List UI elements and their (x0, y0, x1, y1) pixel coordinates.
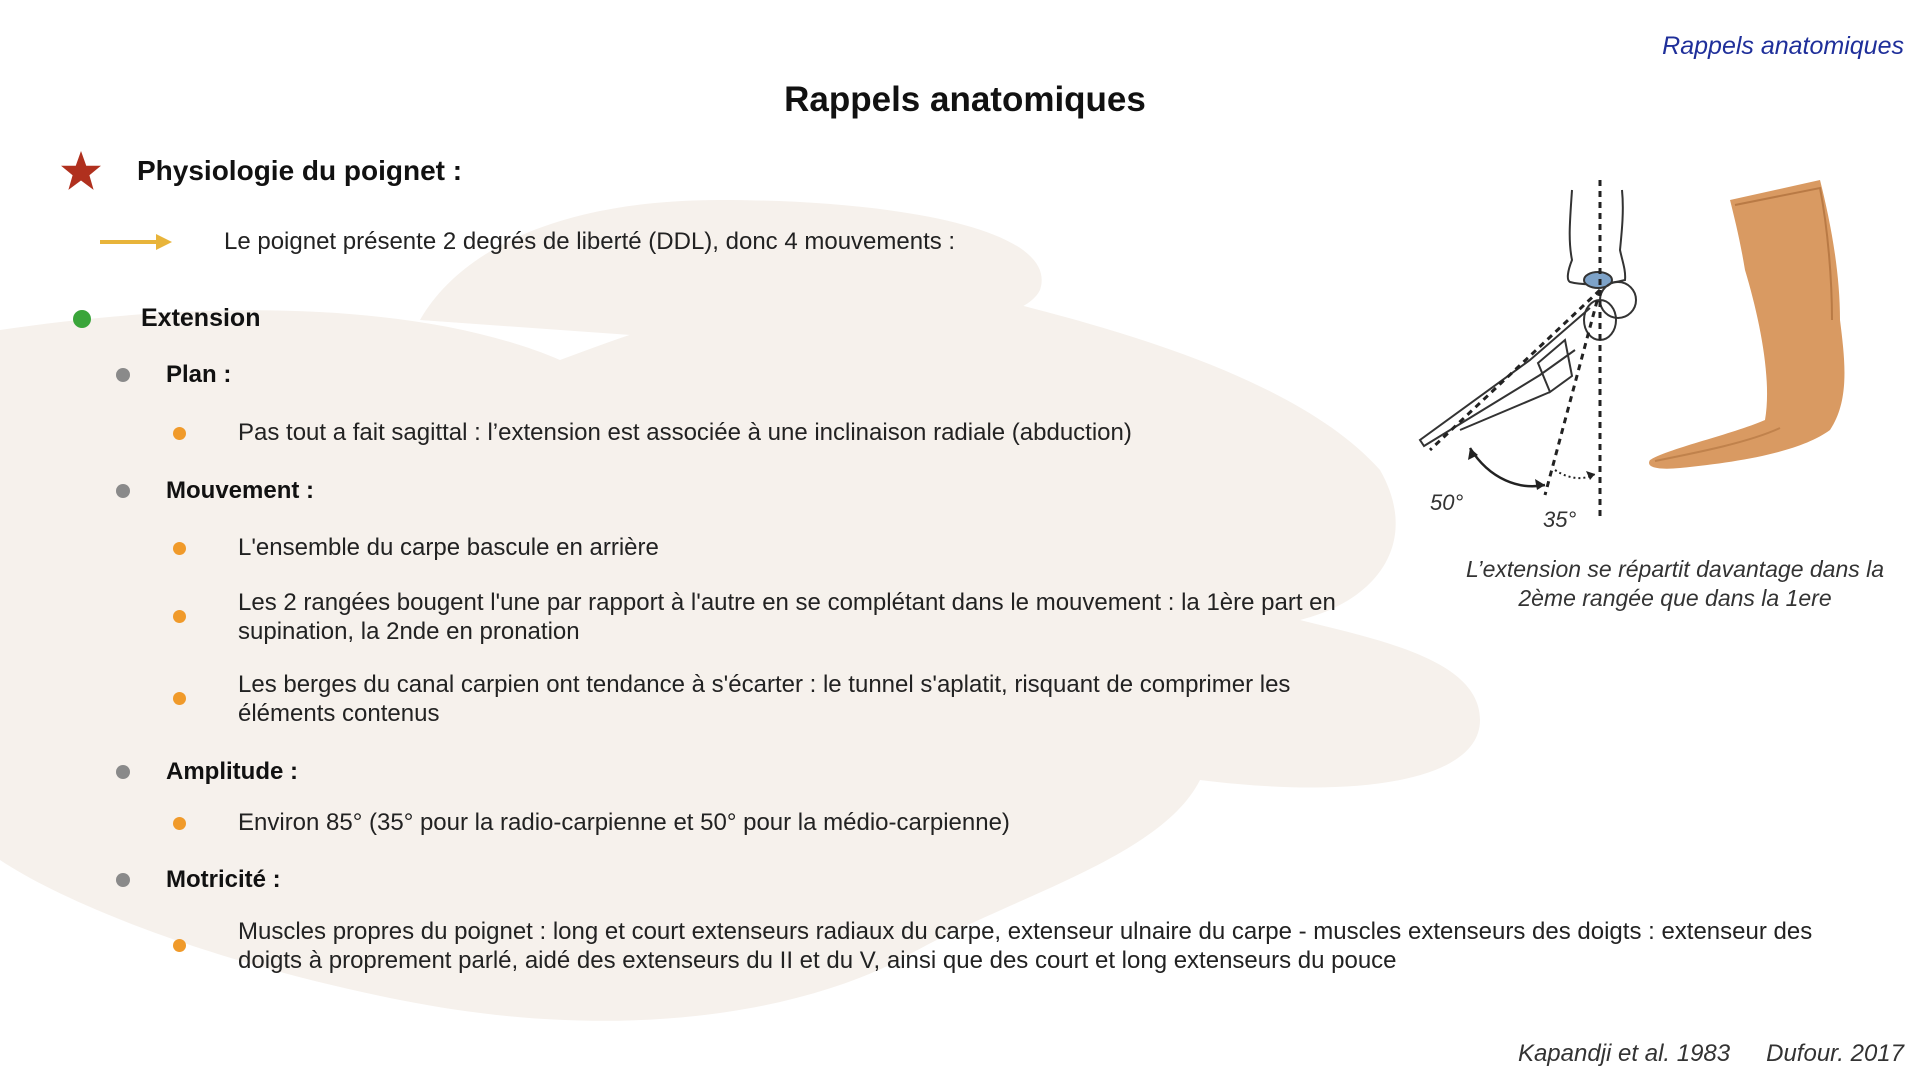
wrist-extension-figure (1400, 180, 1880, 540)
mouvement-item-text: Les berges du canal carpien ont tendance à s'écarter : le tunnel s'aplatit, risquant de comprimer les éléments contenus (238, 671, 1291, 727)
mouvement-item-text: L'ensemble du carpe bascule en arrière (238, 534, 659, 561)
mouvement-heading (116, 477, 314, 505)
amplitude-item-text: Environ 85° (35° pour la radio-carpienne et 50° pour la médio-carpienne) (238, 809, 1010, 836)
header-section-tag: Rappels anatomiques (1662, 32, 1904, 60)
list-item (173, 917, 1873, 975)
motricite-label: Motricité : (166, 866, 281, 893)
page-title: Rappels anatomiques (784, 80, 1146, 119)
orange-bullet-icon (173, 939, 186, 952)
motricite-heading (116, 866, 281, 894)
grey-bullet-icon (116, 368, 130, 382)
wrist-bone-diagram (1420, 190, 1636, 446)
amplitude-label: Amplitude : (166, 758, 298, 785)
list-item (173, 808, 1373, 837)
grey-bullet-icon (116, 873, 130, 887)
star-icon (60, 150, 102, 192)
intro-line (100, 228, 955, 256)
arrow-right-icon (100, 230, 172, 254)
plan-item-text: Pas tout a fait sagittal : l’extension est associée à une inclinaison radiale (abduction) (238, 419, 1132, 446)
motricite-item-text: Muscles propres du poignet : long et court extenseurs radiaux du carpe, extenseur ulnaire du carpe - muscles extenseurs des doigts : extenseur des doigts à proprement parlé, aidé des extenseurs du II et du V, ainsi que des court et long extenseurs du pouce (238, 918, 1813, 974)
orange-bullet-icon (173, 542, 186, 555)
mouvement-item-text: Les 2 rangées bougent l'une par rapport à l'autre en se complétant dans le mouvement : la 1ère part en supination, la 2nde en pronation (238, 589, 1336, 645)
grey-bullet-icon (116, 484, 130, 498)
references (1518, 1040, 1904, 1068)
orange-bullet-icon (173, 817, 186, 830)
intro-text: Le poignet présente 2 degrés de liberté (DDL), donc 4 mouvements : (224, 228, 956, 255)
movement-heading (73, 304, 260, 333)
grey-bullet-icon (116, 765, 130, 779)
mouvement-label: Mouvement : (166, 477, 315, 504)
angle-label-35: 35° (1543, 507, 1577, 532)
figure-caption: L’extension se répartit davantage dans la 2ème rangée que dans la 1ere (1465, 556, 1885, 611)
list-item (173, 670, 1373, 728)
list-item (173, 533, 1373, 562)
reference-dufour: Dufour. 2017 (1766, 1040, 1904, 1067)
green-bullet-icon (73, 310, 91, 328)
angle-label-50: 50° (1430, 490, 1464, 515)
reference-kapandji: Kapandji et al. 1983 (1517, 1040, 1731, 1067)
orange-bullet-icon (173, 427, 186, 440)
list-item (173, 418, 1373, 447)
movement-label: Extension (141, 304, 261, 332)
section-heading (60, 150, 462, 192)
orange-bullet-icon (173, 610, 186, 623)
section-label: Physiologie du poignet : (137, 155, 463, 186)
amplitude-heading (116, 758, 298, 786)
angle-arc-50 (1470, 448, 1545, 486)
hand-photo (1649, 180, 1844, 469)
plan-label: Plan : (166, 361, 232, 388)
plan-heading (116, 361, 231, 389)
list-item (173, 588, 1373, 646)
orange-bullet-icon (173, 692, 186, 705)
